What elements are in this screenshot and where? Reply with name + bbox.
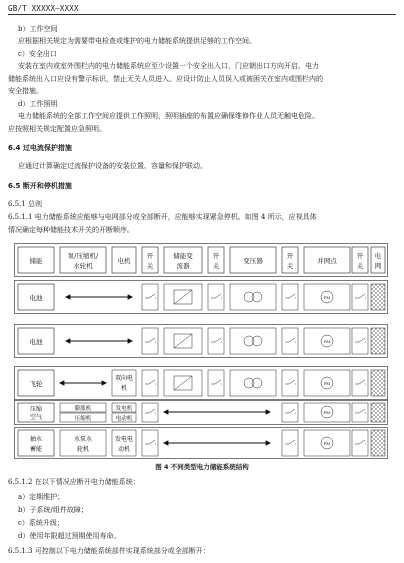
header-rule	[8, 14, 396, 15]
item-d-line2: 应按照相关规定配置应急照明。	[8, 125, 106, 133]
header-switch1-b: 关	[146, 262, 154, 270]
svg-text:压缩机: 压缩机	[74, 416, 92, 422]
clause-6-5-1-2-item-a: a）定期维护；	[18, 493, 65, 501]
header-converter-line1: 储能变	[173, 252, 193, 260]
svg-text:机: 机	[120, 385, 128, 392]
svg-text:膨胀机: 膨胀机	[74, 406, 92, 412]
svg-text:蓄能: 蓄能	[29, 446, 43, 453]
item-b-title: b）工作空间	[18, 25, 58, 33]
item-d-title: d）工作照明	[18, 100, 58, 108]
section-6-4-body: 应通过计算确定过流保护设备的安装位置、容量和保护联动。	[18, 162, 207, 170]
svg-text:水泵水: 水泵水	[73, 436, 93, 443]
clause-6-5-1-2-item-d: d）使用年限超过预期使用寿命。	[18, 532, 121, 540]
svg-text:电池: 电池	[29, 294, 43, 302]
header-switch1-a: 开	[146, 252, 154, 260]
header-pcc: 并网点	[317, 257, 337, 265]
svg-text:双向电: 双向电	[114, 375, 134, 382]
clause-6-5-1-3: 6.5.1.3 可控制以下电力储能系统部件实现系统部分或全部断开：	[8, 547, 210, 555]
header-switch2-a: 开	[212, 252, 220, 260]
svg-text:PM: PM	[324, 340, 330, 344]
clause-6-5-1-2-item-c: c）系统升级；	[18, 519, 64, 527]
clause-6-5-1-1-line1: 6.5.1.1 电力储能系统应能够与电网部分或全部断开，应能够实现紧急停机。如图 4 所示，应视具体	[8, 213, 317, 221]
svg-text:电池: 电池	[29, 338, 43, 346]
item-b-body: 应根据相关规定为需要带电检查或维护的电力储能系统提供足够的工作空间。	[18, 37, 256, 45]
item-c-title: c）安全出口	[18, 50, 57, 58]
svg-text:PM: PM	[324, 382, 330, 386]
header-switch4-a: 开	[356, 252, 364, 260]
flywheel-row	[18, 370, 385, 396]
header-grid-line1: 电	[374, 252, 382, 260]
clause-6-5-1-2-item-b: b）子系统/组件故障；	[18, 506, 88, 514]
item-d-line1: 电力储能系统的全部工作空间应提供工作照明，照明插座的布置应确保维修作业人员无触电危险。	[18, 112, 319, 120]
svg-text:轮机: 轮机	[76, 446, 90, 453]
figure-caption: 图 4 不同类型电力储能系统结构	[155, 463, 249, 471]
battery-row-2	[18, 328, 385, 354]
header-transformer: 变压器	[243, 257, 263, 265]
svg-text:PM: PM	[324, 411, 330, 415]
header-converter-line2: 流器	[176, 262, 190, 270]
section-6-5-1-heading: 6.5.1 总则	[8, 200, 43, 208]
header-grid-line2: 网	[374, 262, 382, 270]
svg-text:抽水: 抽水	[29, 436, 43, 443]
header-storage: 储能	[29, 257, 43, 265]
svg-text:PM: PM	[324, 442, 330, 446]
item-c-line3: 安全措施。	[8, 87, 43, 95]
svg-text:电动机: 电动机	[115, 416, 133, 422]
header-motor: 电机	[117, 257, 131, 265]
compressed-air-row	[18, 403, 385, 422]
svg-text:PM: PM	[324, 296, 330, 300]
header-switch2-b: 关	[212, 262, 220, 270]
header-switch3-a: 开	[286, 252, 294, 260]
svg-text:压缩: 压缩	[29, 406, 43, 413]
header-pump-line2: 水轮机	[73, 262, 93, 270]
header-switch4-b: 关	[356, 262, 364, 270]
svg-text:飞轮: 飞轮	[29, 380, 43, 388]
header-switch3-b: 关	[286, 262, 294, 270]
pumped-hydro-row	[18, 430, 385, 456]
svg-text:发电机: 发电机	[115, 406, 133, 412]
svg-text:空气: 空气	[29, 414, 43, 421]
document-code: GB/T XXXXX—XXXX	[8, 4, 79, 13]
storage-structure-diagram	[14, 243, 388, 459]
section-6-4-heading: 6.4 过电流保护措施	[8, 144, 72, 152]
clause-6-5-1-1-line2: 情况确定每种储能技术开关的开断顺序。	[8, 226, 134, 234]
svg-text:动机: 动机	[117, 446, 131, 453]
clause-6-5-1-2-title: 6.5.1.2 在以下情况应断开电力储能系统：	[8, 478, 140, 486]
item-c-line1: 安装在室内或室外围栏内的电力储能系统应至少设置一个安全出入口，门应朝出口方向开启。电力	[18, 62, 319, 70]
svg-text:发电电: 发电电	[114, 436, 134, 443]
battery-row-1	[18, 284, 385, 310]
header-pump-line1: 泵/压缩机/	[67, 252, 99, 260]
item-c-line2: 储能系统出入口应设有警示标识，禁止无关人员进入。应设计防止人员误入或被困关在室内或围栏内的	[8, 75, 323, 83]
section-6-5-heading: 6.5 断开和停机措施	[8, 182, 72, 190]
